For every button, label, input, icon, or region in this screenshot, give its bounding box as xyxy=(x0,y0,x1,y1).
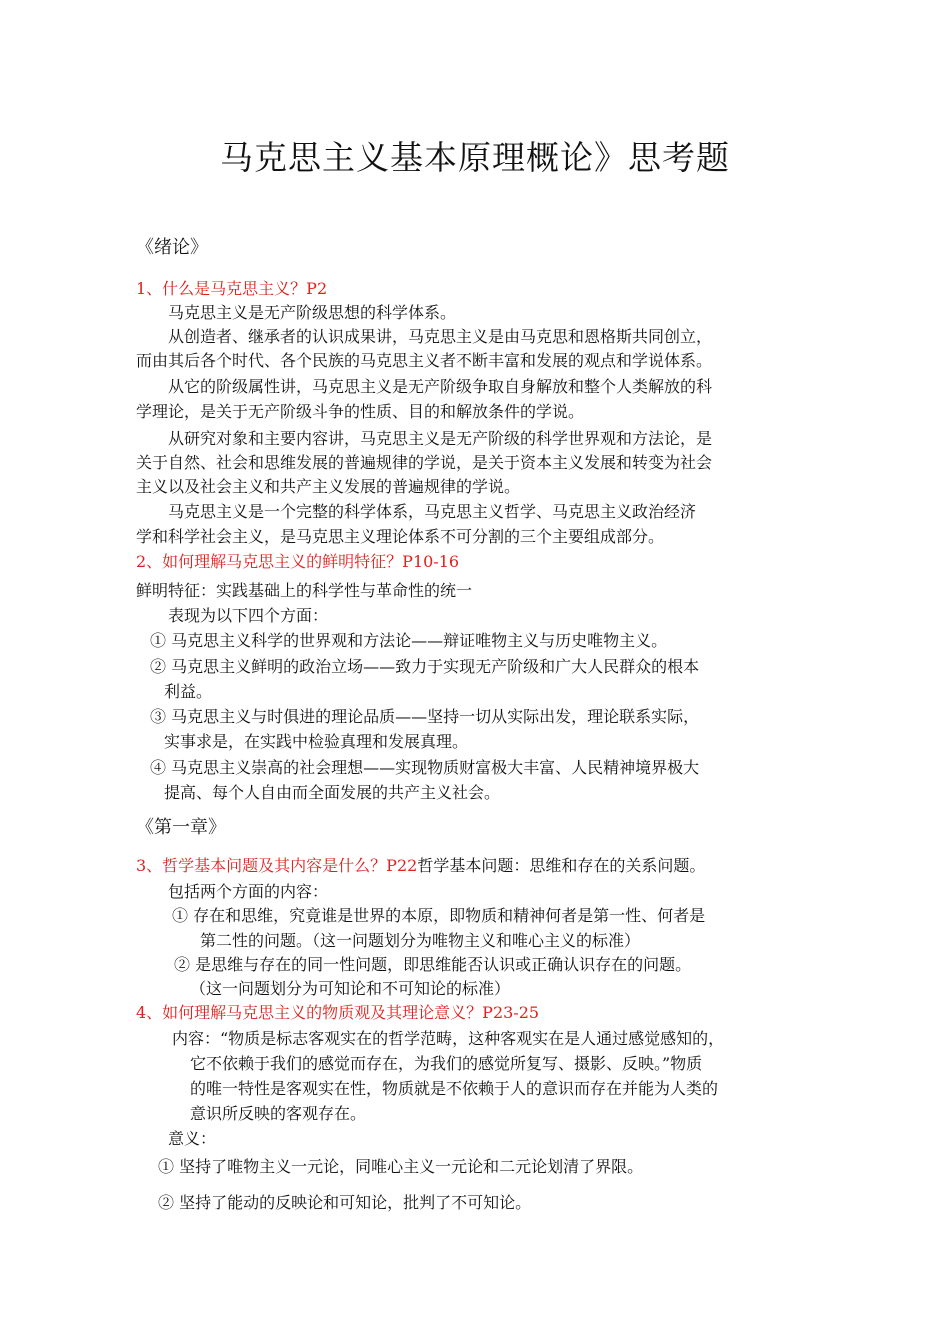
list-item: ① 马克思主义科学的世界观和方法论——辩证唯物主义与历史唯物主义。 xyxy=(150,631,668,650)
question-heading-3-line xyxy=(136,856,705,876)
paragraph-line: 包括两个方面的内容： xyxy=(168,882,329,901)
paragraph-line: 学和科学社会主义，是马克思主义理论体系不可分割的三个主要组成部分。 xyxy=(136,527,665,546)
list-item-continuation: 提高、每个人自由而全面发展的共产主义社会。 xyxy=(164,783,501,802)
paragraph-line: 学理论，是关于无产阶级斗争的性质、目的和解放条件的学说。 xyxy=(136,402,585,421)
list-item: ④ 马克思主义崇高的社会理想——实现物质财富极大丰富、人民精神境界极大 xyxy=(150,758,700,777)
paragraph-line: 表现为以下四个方面： xyxy=(168,606,329,625)
section-heading-chapter-1: 《第一章》 xyxy=(136,817,226,838)
list-item: ③ 马克思主义与时俱进的理论品质——坚持一切从实际出发，理论联系实际， xyxy=(150,707,700,726)
paragraph-line: 从研究对象和主要内容讲，马克思主义是无产阶级的科学世界观和方法论，是 xyxy=(168,429,713,448)
question-heading-4: 4、如何理解马克思主义的物质观及其理论意义？P23-25 xyxy=(136,1003,540,1022)
paragraph-line: 马克思主义是一个完整的科学体系，马克思主义哲学、马克思主义政治经济 xyxy=(168,502,697,521)
paragraph-line: 马克思主义是无产阶级思想的科学体系。 xyxy=(168,303,457,322)
paragraph-line: 从它的阶级属性讲，马克思主义是无产阶级争取自身解放和整个人类解放的科 xyxy=(168,377,713,396)
list-item-continuation: 利益。 xyxy=(164,682,213,701)
paragraph-line: 它不依赖于我们的感觉而存在，为我们的感觉所复写、摄影、反映。”物质 xyxy=(190,1054,703,1073)
paragraph-line: 主义以及社会主义和共产主义发展的普遍规律的学说。 xyxy=(136,477,521,496)
paragraph-line: 而由其后各个时代、各个民族的马克思主义者不断丰富和发展的观点和学说体系。 xyxy=(136,351,713,370)
list-item: ① 存在和思维，究竟谁是世界的本原，即物质和精神何者是第一性、何者是 xyxy=(172,906,706,925)
list-item: ② 马克思主义鲜明的政治立场——致力于实现无产阶级和广大人民群众的根本 xyxy=(150,657,700,676)
paragraph-line: 的唯一特性是客观实在性，物质就是不依赖于人的意识而存在并能为人类的 xyxy=(190,1079,719,1098)
list-item-continuation: （这一问题划分为可知论和不可知论的标准） xyxy=(190,979,511,998)
list-item: ② 坚持了能动的反映论和可知论，批判了不可知论。 xyxy=(158,1193,532,1212)
paragraph-line: 从创造者、继承者的认识成果讲，马克思主义是由马克思和恩格斯共同创立， xyxy=(168,327,713,346)
question-heading-1: 1、什么是马克思主义？P2 xyxy=(136,279,328,298)
paragraph-line: 关于自然、社会和思维发展的普遍规律的学说，是关于资本主义发展和转变为社会 xyxy=(136,453,713,472)
list-item-continuation: 实事求是，在实践中检验真理和发展真理。 xyxy=(164,732,469,751)
paragraph-line: 意义： xyxy=(168,1129,217,1148)
document-title: 马克思主义基本原理概论》思考题 xyxy=(220,138,730,177)
list-item: ② 是思维与存在的同一性问题，即思维能否认识或正确认识存在的问题。 xyxy=(174,955,692,974)
paragraph-line: 鲜明特征：实践基础上的科学性与革命性的统一 xyxy=(136,581,473,600)
list-item: ① 坚持了唯物主义一元论，同唯心主义一元论和二元论划清了界限。 xyxy=(158,1157,644,1176)
paragraph-line: 内容：“物质是标志客观实在的哲学范畴，这种客观实在是人通过感觉感知的， xyxy=(172,1029,725,1048)
question-heading-2: 2、如何理解马克思主义的鲜明特征？P10-16 xyxy=(136,552,460,571)
question-heading-3: 3、哲学基本问题及其内容是什么？P22 xyxy=(136,856,418,875)
list-item-continuation: 第二性的问题。（这一问题划分为唯物主义和唯心主义的标准） xyxy=(200,931,641,950)
paragraph-line: 意识所反映的客观存在。 xyxy=(190,1104,367,1123)
question-heading-3-tail: 哲学基本问题：思维和存在的关系问题。 xyxy=(417,856,706,875)
section-heading-intro: 《绪论》 xyxy=(136,237,208,258)
